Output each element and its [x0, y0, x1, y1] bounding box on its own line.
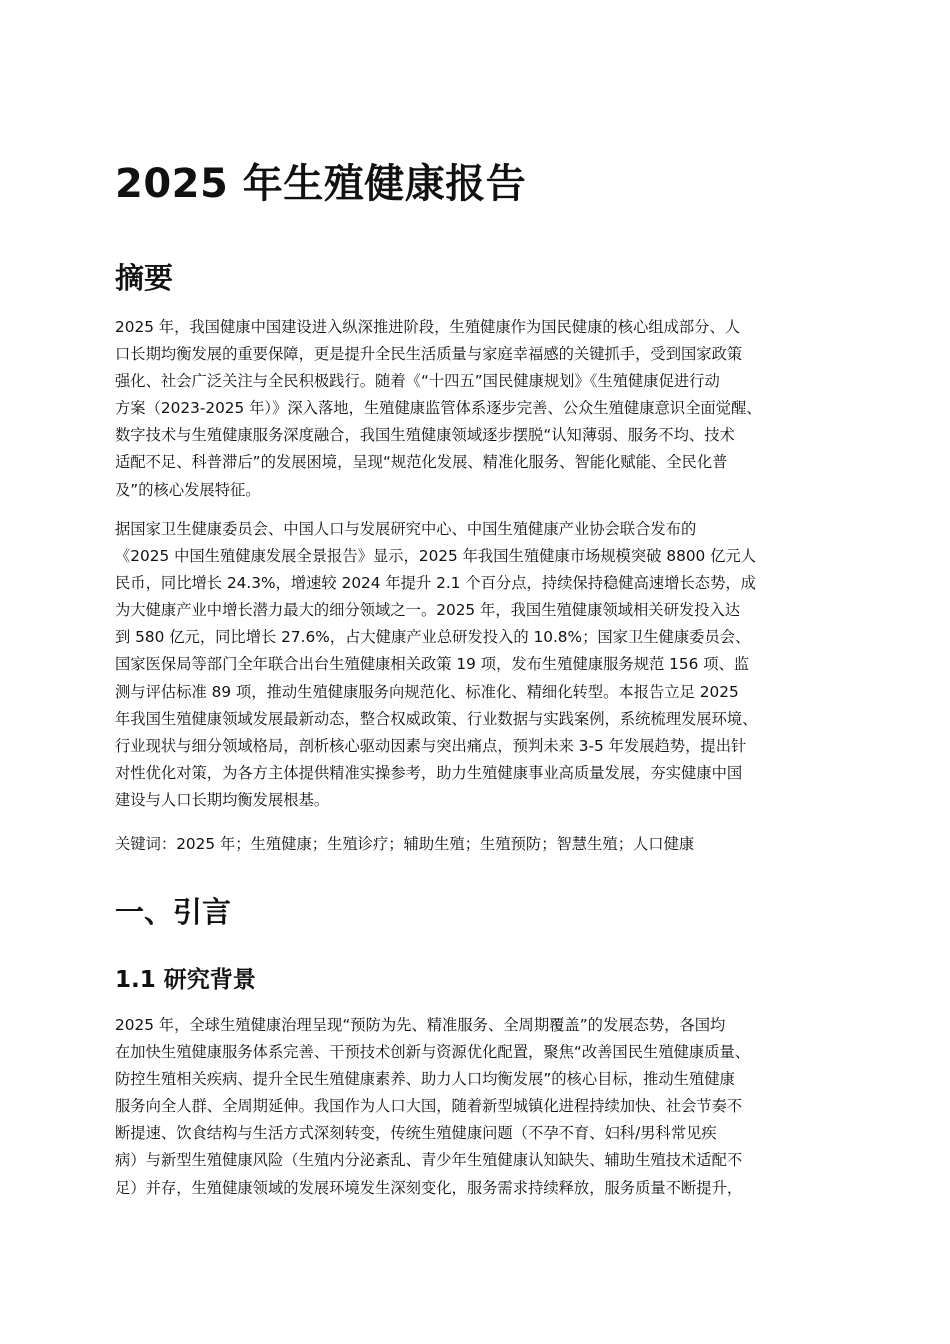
document-title: 2025 年生殖健康报告: [115, 161, 527, 207]
abstract-paragraph-1: [115, 314, 839, 504]
text-line: 及”的核心发展特征。: [115, 480, 261, 499]
text-line: 病）与新型生殖健康风险（生殖内分泌紊乱、青少年生殖健康认知缺失、辅助生殖技术适配不: [115, 1151, 743, 1170]
text-line: 为大健康产业中增长潜力最大的细分领域之一。2025 年，我国生殖健康领域相关研发投入达: [115, 601, 741, 620]
text-line: 民币，同比增长 24.3%，增速较 2024 年提升 2.1 个百分点，持续保持稳健高速增长态势，成: [115, 574, 756, 593]
text-line: 数字技术与生殖健康服务深度融合，我国生殖健康领域逐步摆脱“认知薄弱、服务不均、技术: [115, 426, 735, 445]
text-line: 《2025 中国生殖健康发展全景报告》显示，2025 年我国生殖健康市场规模突破 8800 亿元人: [115, 547, 757, 566]
section-heading-introduction: 一、引言: [115, 895, 232, 929]
subsection-heading-research-background: 1.1 研究背景: [115, 967, 256, 993]
text-line: 对性优化对策，为各方主体提供精准实操参考，助力生殖健康事业高质量发展，夯实健康中国: [115, 763, 743, 782]
text-line: 强化、社会广泛关注与全民积极践行。随着《“十四五”国民健康规划》《生殖健康促进行动: [115, 372, 720, 391]
text-line: 防控生殖相关疾病、提升全民生殖健康素养、助力人口均衡发展”的核心目标，推动生殖健康: [115, 1070, 735, 1089]
text-line: 到 580 亿元，同比增长 27.6%，占大健康产业总研发投入的 10.8%；国家卫生健康委员会、: [115, 628, 751, 647]
text-line: 据国家卫生健康委员会、中国人口与发展研究中心、中国生殖健康产业协会联合发布的: [115, 520, 697, 538]
text-line: 建设与人口长期均衡发展根基。: [115, 790, 330, 809]
text-line: 方案（2023-2025 年）》深入落地，生殖健康监管体系逐步完善、公众生殖健康意识全面觉醒、: [115, 399, 762, 418]
text-line: 测与评估标准 89 项，推动生殖健康服务向规范化、标准化、精细化转型。本报告立足 2025: [115, 682, 739, 701]
text-line: 行业现状与细分领域格局，剖析核心驱动因素与突出痛点，预判未来 3-5 年发展趋势，提出针: [115, 736, 747, 755]
text-line: 适配不足、科普滞后”的发展困境，呈现“规范化发展、精准化服务、智能化赋能、全民化普: [115, 453, 728, 472]
abstract-heading: 摘要: [115, 261, 174, 295]
text-line: 国家医保局等部门全年联合出台生殖健康相关政策 19 项，发布生殖健康服务规范 156 项、监: [115, 655, 750, 674]
keywords-line: 关键词：2025 年；生殖健康；生殖诊疗；辅助生殖；生殖预防；智慧生殖；人口健康: [115, 835, 695, 853]
text-line: 年我国生殖健康领域发展最新动态，整合权威政策、行业数据与实践案例，系统梳理发展环境、: [115, 709, 758, 728]
text-line: 足）并存，生殖健康领域的发展环境发生深刻变化，服务需求持续释放，服务质量不断提升，: [115, 1178, 743, 1197]
text-line: 断提速、饮食结构与生活方式深刻转变，传统生殖健康问题（不孕不育、妇科/男科常见疾: [115, 1124, 717, 1143]
abstract-paragraph-2: [115, 516, 839, 814]
text-line: 在加快生殖健康服务体系完善、干预技术创新与资源优化配置，聚焦“改善国民生殖健康质量、: [115, 1043, 751, 1062]
text-line: 服务向全人群、全周期延伸。我国作为人口大国，随着新型城镇化进程持续加快、社会节奏不: [115, 1097, 743, 1116]
keywords: [115, 831, 839, 858]
text-line: 2025 年，我国健康中国建设进入纵深推进阶段，生殖健康作为国民健康的核心组成部分、人: [115, 318, 741, 336]
research-background-paragraph: [115, 1012, 839, 1202]
text-line: 口长期均衡发展的重要保障，更是提升全民生活质量与家庭幸福感的关键抓手，受到国家政策: [115, 345, 743, 364]
text-line: 2025 年，全球生殖健康治理呈现“预防为先、精准服务、全周期覆盖”的发展态势，各国均: [115, 1016, 726, 1034]
